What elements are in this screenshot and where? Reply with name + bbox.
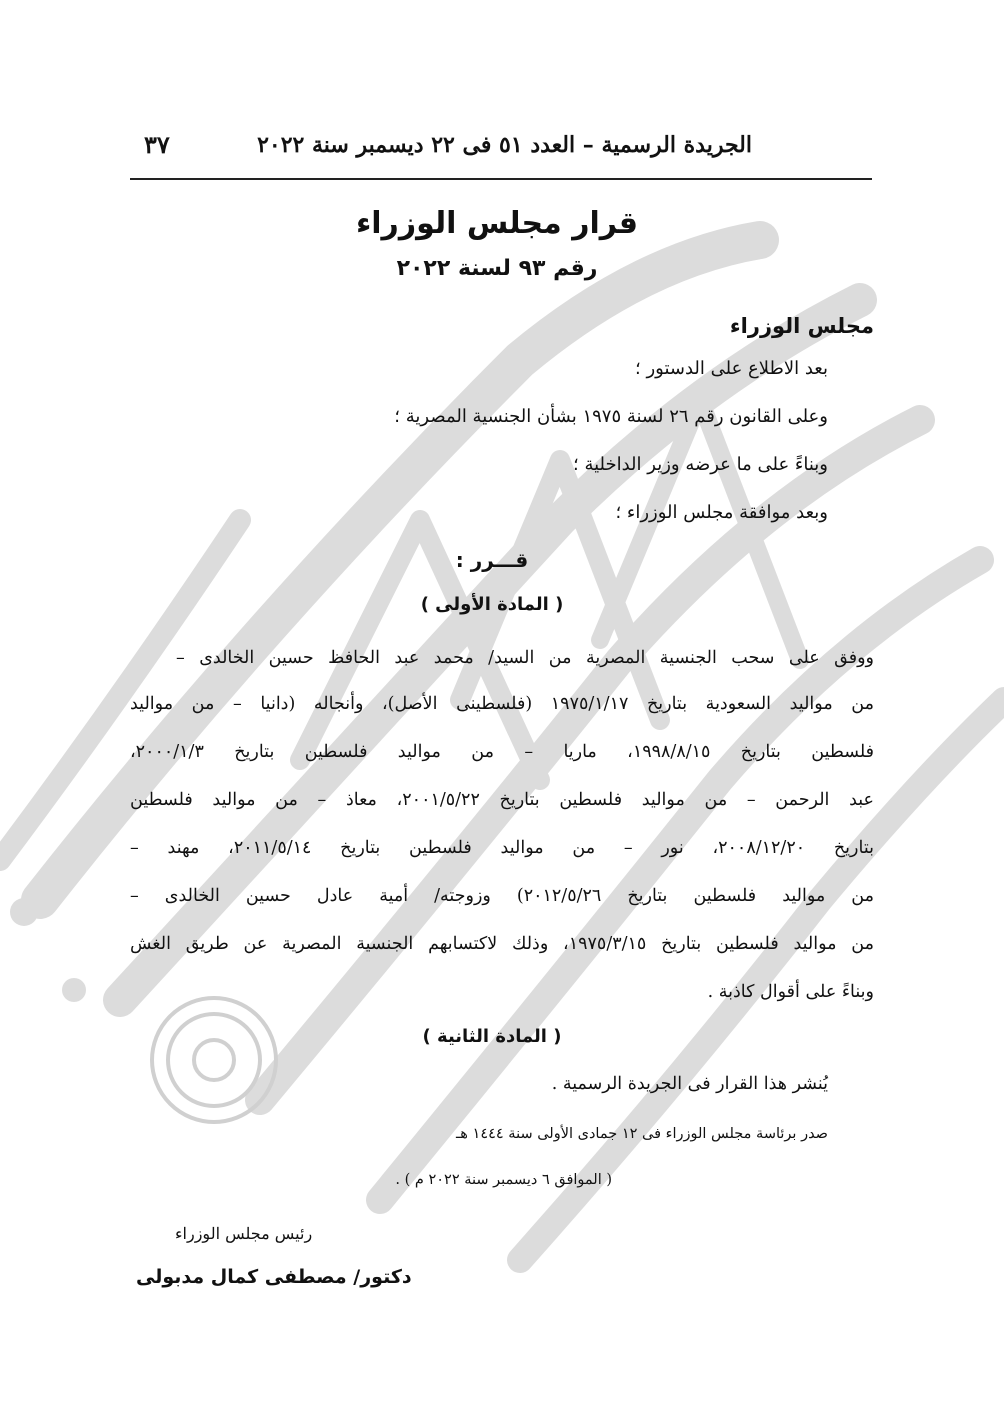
- article-line: من مواليد فلسطين بتاريخ ٢٠١٢/٥/٢٦) وزوجته/ أمية عادل حسين الخالدى –: [130, 886, 874, 906]
- signature-name: دكتور/ مصطفى كمال مدبولى: [136, 1266, 412, 1288]
- article-one-heading: ( المادة الأولى ): [420, 594, 564, 615]
- article-line: فلسطين بتاريخ ١٩٩٨/٨/١٥، ماريا – من مواليد فلسطين بتاريخ ٢٠٠٠/١/٣،: [130, 742, 874, 762]
- signature-title: رئيس مجلس الوزراء: [175, 1224, 313, 1243]
- article-line: وبناءً على أقوال كاذبة .: [707, 982, 874, 1002]
- article-line: من مواليد السعودية بتاريخ ١٩٧٥/١/١٧ (فلسطينى الأصل)، وأنجاله (دانيا – من مواليد: [130, 694, 874, 714]
- article-line: عبد الرحمن – من مواليد فلسطين بتاريخ ٢٠٠١/٥/٢٢، معاذ – من مواليد فلسطين: [130, 790, 875, 810]
- decree-title: قرار مجلس الوزراء: [355, 206, 639, 241]
- article-line: ووفق على سحب الجنسية المصرية من السيد/ محمد عبد الحافظ حسين الخالدى –: [176, 648, 874, 668]
- preamble-line: وبعد موافقة مجلس الوزراء ؛: [615, 502, 828, 523]
- seal-icon: [152, 998, 276, 1122]
- preamble-line: بعد الاطلاع على الدستور ؛: [635, 358, 828, 379]
- decided-heading: قـــرر :: [455, 548, 529, 572]
- article-one-body: [130, 648, 874, 1008]
- page-number: ٣٧: [144, 130, 170, 159]
- corresponding-date: ( الموافق ٦ ديسمبر سنة ٢٠٢٢ م ) .: [395, 1172, 612, 1188]
- page-header: [130, 126, 872, 180]
- preamble-line: وبناءً على ما عرضه وزير الداخلية ؛: [573, 454, 828, 475]
- issuer-heading: مجلس الوزراء: [729, 314, 874, 338]
- issued-line: صدر برئاسة مجلس الوزراء فى ١٢ جمادى الأولى سنة ١٤٤٤ هـ: [456, 1126, 828, 1142]
- article-line: من مواليد فلسطين بتاريخ ١٩٧٥/٣/١٥، وذلك لاكتسابهم الجنسية المصرية عن طريق الغش: [130, 934, 875, 954]
- article-two-text: يُنشر هذا القرار فى الجريدة الرسمية .: [551, 1074, 828, 1094]
- preamble-line: وعلى القانون رقم ٢٦ لسنة ١٩٧٥ بشأن الجنسية المصرية ؛: [394, 406, 828, 427]
- article-line: بتاريخ ٢٠٠٨/١٢/٢٠، نور – من مواليد فلسطين بتاريخ ٢٠١١/٥/١٤، مهند –: [130, 838, 874, 858]
- article-two-heading: ( المادة الثانية ): [422, 1026, 562, 1047]
- decree-number: رقم ٩٣ لسنة ٢٠٢٢: [396, 256, 598, 281]
- gazette-title: الجريدة الرسمية – العدد ٥١ فى ٢٢ ديسمبر سنة ٢٠٢٢: [257, 132, 752, 158]
